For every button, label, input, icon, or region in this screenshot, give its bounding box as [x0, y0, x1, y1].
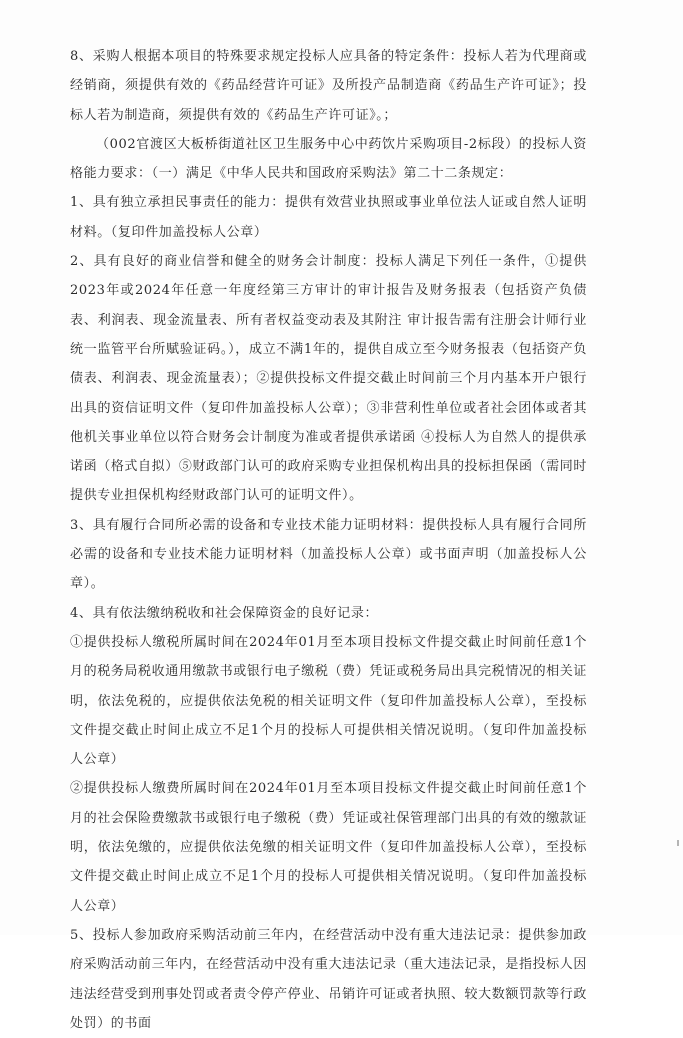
paragraph-item-2-financial: 2、具有良好的商业信誉和健全的财务会计制度：投标人满足下列任一条件，①提供2023年或2024年任意一年度经第三方审计的审计报告及财务报表（包括资产负债表、利润表、现金流量表、所有者权益变动表及其附注 审计报告需有注册会计师行业统一监管平台所赋验证码。），成立不满1年的，提供自成立至今财务报表（包括资产负债表、利润表、现金流量表）；②提供投标文件提交截止时间前三个月内基本开户银行出具的资信证明文件（复印件加盖投标人公章）；③非营利性单位或者社会团体或者其他机关事业单位以符合财务会计制度为准或者提供承诺函 ④投标人为自然人的提供承诺函（格式自拟）⑤财政部门认可的政府采购专业担保机构出具的投标担保函（需同时提供专业担保机构经财政部门认可的证明文件）。 [70, 254, 587, 504]
paragraph-item-4-social-proof: ②提供投标人缴费所属时间在2024年01月至本项目投标文件提交截止时间前任意1个月的社会保险费缴款书或银行电子缴税（费）凭证或社保管理部门出具的有效的缴款证明，依法免缴的，应提供依法免缴的相关证明文件（复印件加盖投标人公章），至投标文件提交截止时间止成立不足1个月的投标人可提供相关情况说明。（复印件加盖投标人公章） [70, 781, 587, 914]
paragraph-item-5-no-violation: 5、投标人参加政府采购活动前三年内，在经营活动中没有重大违法记录：提供参加政府采购活动前三年内，在经营活动中没有重大违法记录（重大违法记录，是指投标人因违法经营受到刑事处罚或者责令停产停业、吊销许可证或者执照、较大数额罚款等行政处罚）的书面 [70, 927, 587, 1031]
paragraph-lot2-qualification-intro: （002官渡区大板桥街道社区卫生服务中心中药饮片采购项目-2标段）的投标人资格能力要求：（一）满足《中华人民共和国政府采购法》第二十二条规定： [70, 136, 587, 182]
scan-mark [677, 840, 679, 846]
paragraph-item-3-equipment: 3、具有履行合同所必需的设备和专业技术能力证明材料：提供投标人具有履行合同所必需的设备和专业技术能力证明材料（加盖投标人公章）或书面声明（加盖投标人公章）。 [70, 517, 587, 592]
paragraph-item-4-tax-proof: ①提供投标人缴税所属时间在2024年01月至本项目投标文件提交截止时间前任意1个月的税务局税收通用缴款书或银行电子缴税（费）凭证或税务局出具完税情况的相关证明，依法免税的，应提供依法免税的相关证明文件（复印件加盖投标人公章），至投标文件提交截止时间止成立不足1个月的投标人可提供相关情况说明。（复印件加盖投标人公章） [70, 634, 587, 768]
paragraph-item-1-civil-liability: 1、具有独立承担民事责任的能力：提供有效营业执照或事业单位法人证或自然人证明材料。（复印件加盖投标人公章） [70, 195, 587, 240]
paragraph-item-8-requirements: 8、采购人根据本项目的特殊要求规定投标人应具备的特定条件：投标人若为代理商或经销商，须提供有效的《药品经营许可证》及所投产品制造商《药品生产许可证》；投标人若为制造商，须提供有效的《药品生产许可证》。； [70, 49, 587, 123]
paragraph-item-4-tax-social: 4、具有依法缴纳税收和社会保障资金的良好记录： [70, 605, 379, 621]
